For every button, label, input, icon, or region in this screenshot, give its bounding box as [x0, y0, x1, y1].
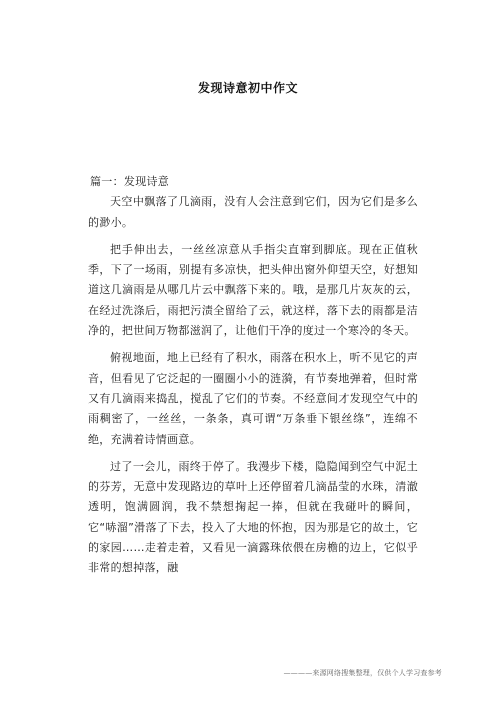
paragraph-1: 天空中飘落了几滴雨，没有人会注意到它们，因为它们是多么的渺小。	[88, 195, 418, 229]
document-title: 发现诗意初中作文	[197, 81, 298, 95]
paragraph-4: 过了一会儿，雨终于停了。我漫步下楼，隐隐闻到空气中泥土的芬芳，无意中发现路边的草叶上还停留着几滴晶莹的水珠，清澈透明，饱满圆润，我不禁想掬起一捧，但就在我碰叶的瞬间，它“哧溜”滑落了下去，投入了大地的怀抱，因为那是它的故土，它的家园……走着走着，又看见一滴露珠依偎在房檐的边上，它似乎非常的想掉落，融	[88, 459, 418, 575]
document-body	[88, 172, 418, 586]
source-footer: ————来源网络搜集整理，仅供个人学习查参考	[283, 669, 442, 677]
paragraph-3: 俯视地面，地上已经有了积水，雨落在积水上，听不见它的声音，但看见了它泛起的一圈圈小小的涟漪，有节奏地弹着，但时常又有几滴雨来捣乱，搅乱了它们的节奏。不经意间才发现空气中的雨稠密了，一丝丝，一条条，真可谓“万条垂下银丝绦”，连绵不绝，充满着诗情画意。	[88, 351, 418, 446]
section-heading: 篇一：发现诗意	[90, 175, 170, 188]
paragraph-2: 把手伸出去，一丝丝凉意从手指尖直窜到脚底。现在正值秋季，下了一场雨，别提有多凉快，把头伸出窗外仰望天空，好想知道这几滴雨是从哪几片云中飘落下来的。哦，是那几片灰灰的云，在经过洗涤后，雨把污渍全留给了云，就这样，落下去的雨都是洁净的，把世间万物都滋润了，让他们干净的度过一个寒冷的冬天。	[88, 242, 418, 338]
